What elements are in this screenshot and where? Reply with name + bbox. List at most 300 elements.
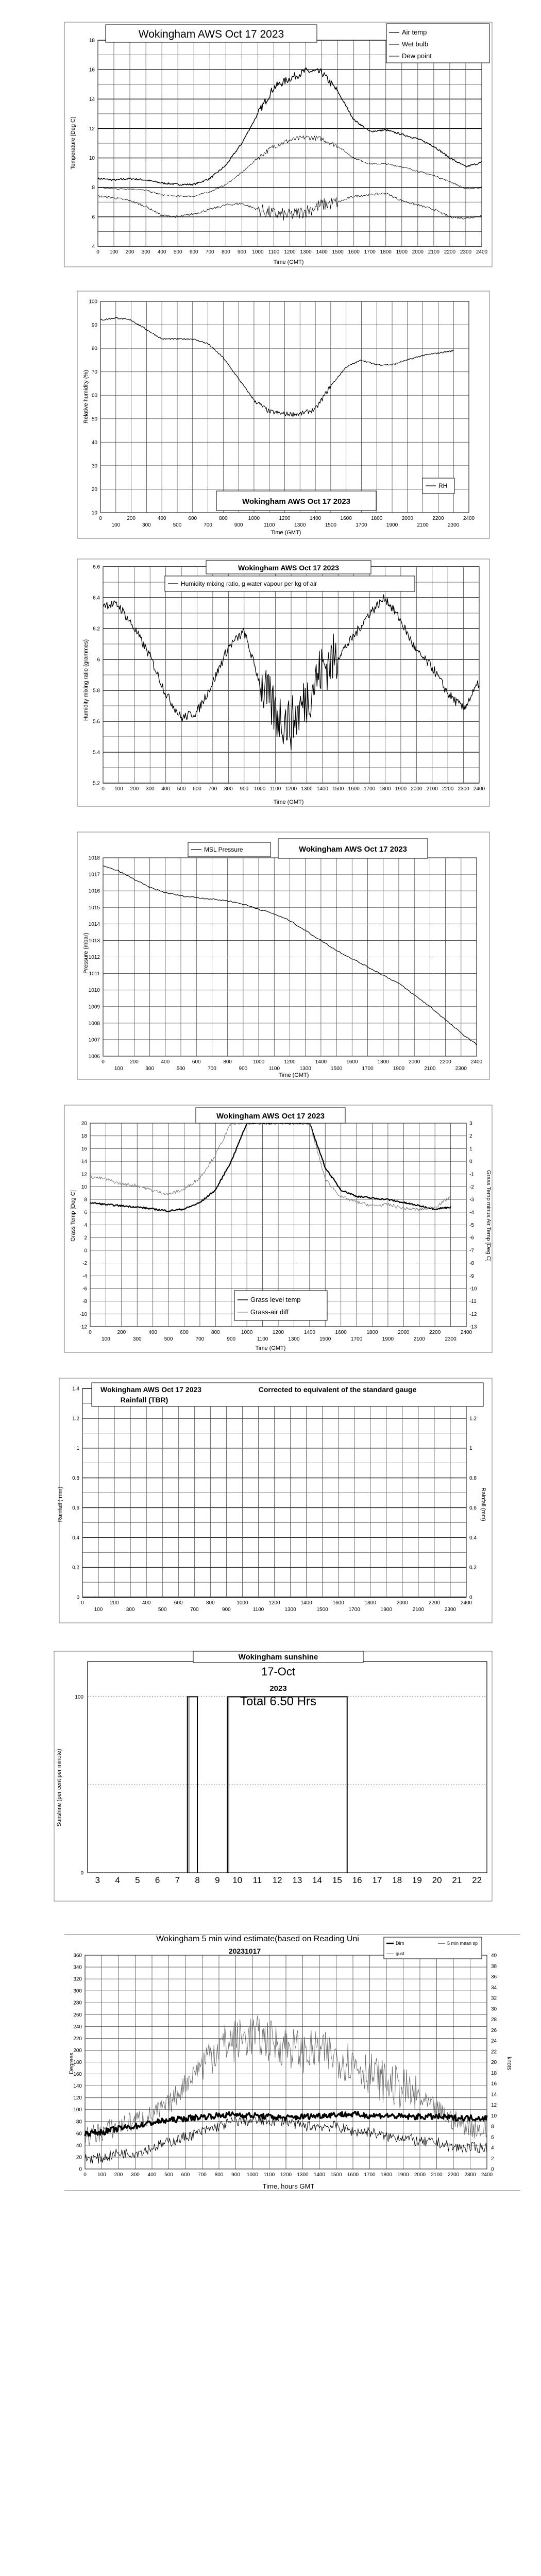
x-tick-label: 600 — [192, 1059, 201, 1065]
y-tick-label: 100 — [75, 1694, 83, 1700]
y-axis-label: Sunshine (per cent per minute) — [56, 1749, 62, 1827]
x-tick-label: 1300 — [301, 786, 313, 792]
x-tick-label: 2200 — [447, 2172, 460, 2178]
y-tick-label-right: 24 — [491, 2038, 497, 2044]
x-tick-label: 1500 — [331, 1066, 343, 1072]
x-tick-label: 500 — [177, 786, 186, 792]
y-tick-label: 40 — [91, 439, 97, 446]
y-tick-label-right: 1.2 — [469, 1416, 477, 1422]
y-tick-label-right: 38 — [491, 1963, 497, 1970]
y-tick-label: 10 — [81, 1184, 87, 1190]
y-tick-label: 200 — [73, 2047, 82, 2054]
y-tick-label-right: 30 — [491, 2006, 497, 2012]
x-tick-label: 100 — [109, 249, 119, 255]
legend-dew-point: Dew point — [402, 52, 432, 60]
y-tick-label: 1018 — [88, 855, 100, 861]
x-tick-label: 700 — [198, 2172, 207, 2178]
chart-subtitle: 20231017 — [228, 1947, 261, 1955]
x-tick-label: 1600 — [332, 1600, 344, 1606]
x-tick-label: 8 — [195, 1875, 200, 1885]
x-tick-label: 11 — [252, 1875, 262, 1885]
x-tick-label: 1400 — [316, 249, 328, 255]
y-ticks — [93, 565, 100, 787]
y-tick-label-right: -11 — [469, 1299, 477, 1305]
chart-title: Wokingham AWS Oct 17 2023 — [216, 1112, 325, 1121]
x-tick-label: 1100 — [263, 522, 275, 528]
y-tick-label: 16 — [89, 67, 95, 73]
y-tick-label: 8 — [84, 1197, 87, 1203]
y-tick-label: 20 — [81, 1121, 87, 1127]
y-axis-label: Grass Temp [Deg C] — [70, 1190, 76, 1242]
y-tick-label: 6.2 — [93, 626, 100, 632]
x-tick-label: 1700 — [362, 1066, 374, 1072]
y-tick-label: 5.8 — [93, 688, 100, 694]
x-tick-label: 500 — [173, 249, 182, 255]
y-tick-label-right: 12 — [491, 2103, 497, 2108]
x-tick-label: 1300 — [294, 522, 306, 528]
grid — [98, 40, 482, 246]
x-tick-label: 10 — [232, 1875, 243, 1885]
x-tick-label: 1200 — [279, 516, 291, 521]
x-tick-label: 900 — [239, 1066, 248, 1072]
y-tick-label: 6.4 — [93, 595, 100, 601]
y-tick-label: 14 — [89, 96, 95, 103]
x-tick-label: 7 — [175, 1875, 180, 1885]
y-tick-label: 1012 — [88, 955, 100, 960]
grass-temperature-chart — [0, 1103, 541, 1355]
x-tick-label: 1700 — [356, 522, 367, 528]
y-tick-label: 0.2 — [72, 1565, 79, 1571]
y-tick-label: 90 — [91, 323, 97, 329]
y-tick-label: 40 — [76, 2143, 82, 2149]
x-tick-label: 200 — [117, 1330, 126, 1335]
x-tick-label: 1600 — [340, 516, 352, 521]
y-tick-label: 360 — [73, 1953, 82, 1959]
x-tick-label: 1700 — [364, 249, 376, 255]
x-ticks — [102, 1059, 482, 1072]
y-tick-label: 0 — [76, 1595, 79, 1601]
x-tick-label: 1900 — [380, 1607, 392, 1613]
y-tick-label: 1013 — [88, 938, 100, 944]
y-tick-label: 5.2 — [93, 781, 100, 787]
chart-date: 17-Oct — [261, 1665, 296, 1678]
y-tick-label: 18 — [89, 38, 95, 44]
x-axis-label: Time (GMT) — [273, 259, 304, 265]
x-tick-label: 800 — [214, 2172, 224, 2178]
chart-title: Wokingham AWS Oct 17 2023 — [238, 564, 340, 572]
x-tick-label: 1500 — [316, 1607, 328, 1613]
y-tick-label-right: 0 — [469, 1595, 472, 1601]
x-tick-label: 100 — [97, 2172, 106, 2178]
y-tick-label-right: -9 — [469, 1273, 474, 1279]
y-tick-label: 12 — [81, 1172, 87, 1178]
x-tick-label: 1500 — [319, 1336, 331, 1342]
x-tick-label: 400 — [147, 2172, 157, 2178]
x-tick-label: 600 — [188, 516, 197, 521]
legend-rh: RH — [438, 482, 448, 489]
x-tick-label: 1100 — [257, 1336, 268, 1342]
y-tick-label: 70 — [91, 369, 97, 376]
grid — [82, 1388, 466, 1597]
x-tick-label: 700 — [204, 522, 212, 528]
y-tick-label: 1011 — [89, 971, 100, 977]
y-tick-label: 6.6 — [93, 564, 100, 570]
x-tick-label: 2000 — [414, 2172, 426, 2178]
x-tick-label: 700 — [190, 1607, 199, 1613]
x-tick-label: 700 — [208, 786, 217, 792]
y-tick-label: 5.6 — [93, 719, 100, 725]
y-tick-label: 80 — [76, 2119, 82, 2125]
x-tick-label: 2000 — [398, 1330, 410, 1335]
x-tick-label: 19 — [412, 1875, 422, 1885]
x-tick-label: 2400 — [470, 1059, 483, 1065]
y-tick-label-right: 0 — [491, 2166, 494, 2173]
chart-title: Wokingham sunshine — [238, 1653, 318, 1662]
legend-msl-pressure: MSL Pressure — [204, 846, 243, 853]
wind-chart — [0, 1927, 541, 2195]
y-ticks — [89, 299, 97, 516]
x-tick-label: 1000 — [236, 1600, 248, 1606]
x-tick-label: 300 — [126, 1607, 135, 1613]
x-tick-label: 2000 — [401, 516, 413, 521]
x-tick-label: 100 — [114, 786, 123, 792]
legend — [165, 576, 415, 591]
x-tick-label: 0 — [102, 1059, 105, 1065]
grid — [103, 858, 477, 1056]
mixing-ratio-chart — [0, 556, 541, 809]
x-tick-label: 1100 — [263, 2172, 275, 2178]
x-tick-label: 400 — [161, 1059, 170, 1065]
x-tick-label: 2300 — [444, 1607, 457, 1613]
x-tick-label: 2200 — [439, 1059, 451, 1065]
x-axis-label: Time, hours GMT — [262, 2182, 315, 2190]
x-tick-label: 1200 — [284, 1059, 296, 1065]
x-tick-label: 14 — [312, 1875, 323, 1885]
x-tick-label: 900 — [231, 2172, 240, 2178]
y-tick-label-right: -5 — [469, 1223, 474, 1228]
grid — [100, 301, 469, 513]
legend-grass-air-diff: Grass-air diff — [250, 1308, 289, 1316]
x-ticks — [96, 249, 487, 255]
x-ticks — [102, 786, 485, 792]
legend-dirn: Dirn — [396, 1941, 404, 1946]
chart-title: Wokingham 5 min wind estimate(based on Reading Uni — [156, 1935, 359, 1943]
x-tick-label: 400 — [161, 786, 171, 792]
legend — [384, 1937, 482, 1959]
y-tick-label: 120 — [73, 2095, 82, 2102]
y-tick-label: 240 — [73, 2024, 82, 2030]
legend-mixing-ratio: Humidity mixing ratio, g water vapour per kg of air — [181, 580, 317, 587]
legend-box — [234, 1291, 327, 1320]
x-tick-label: 1600 — [348, 786, 360, 792]
sunshine-chart — [0, 1649, 541, 1906]
x-tick-label: 1900 — [393, 1066, 405, 1072]
y-ticks — [89, 856, 100, 1060]
x-tick-label: 1300 — [284, 1607, 296, 1613]
x-tick-label: 200 — [130, 1059, 139, 1065]
y-axis-label-right: Rainfall (mm) — [480, 1487, 486, 1521]
x-tick-label: 1200 — [272, 1330, 284, 1335]
chart-note: Corrected to equivalent of the standard gauge — [258, 1385, 417, 1394]
y-tick-label: 0.8 — [72, 1476, 79, 1482]
y-tick-label: 1014 — [88, 921, 100, 927]
x-tick-label: 700 — [195, 1336, 205, 1342]
x-tick-label: 800 — [211, 1330, 220, 1335]
x-tick-label: 1300 — [299, 1066, 311, 1072]
x-tick-label: 1100 — [268, 249, 280, 255]
y-ticks — [75, 1694, 83, 1876]
x-tick-label: 1700 — [363, 786, 376, 792]
y-tick-label: 60 — [91, 393, 97, 399]
y-tick-label: 6 — [97, 657, 100, 663]
x-tick-label: 1400 — [316, 786, 328, 792]
y-tick-label: 2 — [84, 1235, 87, 1241]
x-tick-label: 1500 — [332, 249, 344, 255]
x-tick-label: 0 — [83, 2172, 87, 2178]
y-tick-label-right: -6 — [469, 1235, 474, 1241]
x-tick-label: 300 — [141, 249, 150, 255]
y-tick-label: 220 — [73, 2036, 82, 2042]
x-tick-label: 2000 — [396, 1600, 408, 1606]
x-tick-label: 1000 — [241, 1330, 253, 1335]
x-tick-label: 2100 — [428, 249, 439, 255]
y-tick-label: -6 — [82, 1286, 87, 1292]
y-tick-label-right: 10 — [491, 2113, 497, 2119]
y-tick-label: -2 — [82, 1261, 87, 1267]
y-tick-label-right: 1 — [469, 1146, 472, 1152]
x-tick-label: 2400 — [473, 786, 485, 792]
x-tick-label: 1200 — [268, 1600, 280, 1606]
x-tick-label: 400 — [148, 1330, 158, 1335]
y-tick-label: 0 — [84, 1248, 87, 1254]
x-tick-label: 2200 — [444, 249, 456, 255]
x-tick-label: 800 — [218, 516, 228, 521]
y-tick-label: 300 — [73, 1988, 82, 1994]
y-tick-label: 20 — [91, 486, 97, 493]
x-tick-label: 9 — [215, 1875, 220, 1885]
x-tick-label: 2300 — [458, 786, 469, 792]
x-tick-label: 400 — [157, 249, 166, 255]
y-tick-label-right: 32 — [491, 1995, 497, 2002]
x-tick-label: 2300 — [448, 522, 460, 528]
x-tick-label: 900 — [222, 1607, 231, 1613]
y-tick-label-right: 4 — [491, 2145, 494, 2151]
grid — [85, 1955, 487, 2169]
x-tick-label: 1800 — [371, 516, 383, 521]
y-tick-label: 5.4 — [93, 750, 100, 756]
x-tick-label: 1200 — [284, 249, 296, 255]
x-tick-label: 200 — [110, 1600, 119, 1606]
x-tick-label: 2400 — [481, 2172, 493, 2178]
x-tick-label: 400 — [157, 516, 166, 521]
x-tick-label: 2100 — [424, 1066, 436, 1072]
x-tick-label: 500 — [176, 1066, 185, 1072]
y-tick-label-right: 28 — [491, 2017, 497, 2023]
y-tick-label: -4 — [82, 1273, 87, 1279]
chart-title: Wokingham AWS Oct 17 2023 — [242, 497, 351, 506]
y-tick-label-right: 0 — [469, 1159, 472, 1165]
y-tick-label-right: 20 — [491, 2060, 497, 2065]
x-tick-label: 2300 — [464, 2172, 476, 2178]
x-tick-label: 1800 — [364, 1600, 376, 1606]
x-tick-label: 0 — [99, 516, 102, 521]
x-tick-label: 500 — [158, 1607, 167, 1613]
x-tick-label: 12 — [272, 1875, 282, 1885]
x-tick-label: 1000 — [248, 516, 260, 521]
x-tick-label: 1500 — [332, 786, 344, 792]
x-tick-label: 1400 — [313, 2172, 326, 2178]
legend-air-temp: Air temp — [402, 28, 427, 36]
y-tick-label-right: 0.2 — [469, 1565, 477, 1571]
x-tick-label: 15 — [332, 1875, 342, 1885]
y-ticks — [89, 38, 95, 250]
y-axis-label: Rainfall ( mm) — [57, 1486, 63, 1522]
x-tick-label: 2400 — [463, 516, 475, 521]
x-tick-label: 0 — [102, 786, 105, 792]
y-tick-label-right: 0.6 — [469, 1505, 477, 1511]
chart-title: Wokingham AWS Oct 17 2023 — [100, 1385, 202, 1394]
y-tick-label-right: 26 — [491, 2027, 497, 2033]
x-tick-label: 300 — [145, 786, 155, 792]
y-tick-label-right: 0.4 — [469, 1535, 477, 1541]
y-tick-label: 340 — [73, 1964, 82, 1971]
x-tick-label: 200 — [130, 786, 139, 792]
x-tick-label: 400 — [142, 1600, 151, 1606]
x-tick-label: 2100 — [413, 1336, 425, 1342]
x-tick-label: 100 — [114, 1066, 123, 1072]
x-tick-label: 1800 — [366, 1330, 378, 1335]
chart-year: 2023 — [269, 1684, 287, 1693]
x-tick-label: 100 — [102, 1336, 110, 1342]
x-axis-label: Time (GMT) — [278, 1072, 309, 1078]
y-tick-label-right: 22 — [491, 2049, 497, 2055]
x-tick-label: 600 — [189, 249, 198, 255]
y-axis-label-right: Grass Temp minus Air Temp [Deg C] — [485, 1170, 492, 1262]
x-tick-label: 2100 — [431, 2172, 443, 2178]
x-tick-label: 1000 — [252, 1059, 265, 1065]
x-ticks — [95, 1875, 482, 1885]
x-tick-label: 500 — [173, 522, 182, 528]
x-tick-label: 1100 — [268, 1066, 280, 1072]
x-tick-label: 800 — [224, 786, 233, 792]
x-tick-label: 6 — [155, 1875, 160, 1885]
y-tick-label: 60 — [76, 2131, 82, 2137]
y-tick-label-right: 6 — [491, 2134, 494, 2141]
y-tick-label: 100 — [73, 2107, 82, 2113]
x-tick-label: 600 — [181, 2172, 190, 2178]
y-tick-label-right: 16 — [491, 2081, 497, 2087]
y-tick-label: 0.4 — [72, 1535, 79, 1541]
x-tick-label: 2200 — [428, 1600, 441, 1606]
x-axis-label: Time (GMT) — [270, 530, 301, 536]
y-tick-label-right: -13 — [469, 1324, 477, 1330]
x-tick-label: 18 — [392, 1875, 402, 1885]
y-tick-label: 0.6 — [72, 1505, 79, 1511]
x-tick-label: 300 — [142, 522, 151, 528]
x-tick-label: 600 — [174, 1600, 183, 1606]
temperature-chart — [0, 20, 541, 272]
x-tick-label: 17 — [372, 1875, 382, 1885]
y-tick-label: 1.4 — [72, 1386, 79, 1392]
y-tick-label-right: -12 — [469, 1311, 477, 1317]
y-tick-label: -8 — [82, 1299, 87, 1305]
x-tick-label: 1000 — [252, 249, 264, 255]
legend — [234, 1291, 327, 1320]
x-tick-label: 2200 — [432, 516, 444, 521]
y-tick-label-right: 8 — [491, 2124, 494, 2130]
x-tick-label: 1300 — [288, 1336, 300, 1342]
chart-subtitle: Rainfall (TBR) — [120, 1396, 168, 1404]
x-tick-label: 2300 — [455, 1066, 467, 1072]
y-tick-label-right: 40 — [491, 1953, 497, 1959]
x-tick-label: 1300 — [297, 2172, 309, 2178]
x-tick-label: 1900 — [397, 2172, 409, 2178]
x-tick-label: 1300 — [300, 249, 312, 255]
x-tick-label: 2300 — [445, 1336, 457, 1342]
x-tick-label: 200 — [114, 2172, 123, 2178]
y-tick-label: 18 — [81, 1133, 87, 1140]
grid — [103, 567, 479, 783]
x-tick-label: 1900 — [382, 1336, 394, 1342]
y-axis-label: Degrees — [69, 2053, 75, 2074]
y-tick-label: 160 — [73, 2072, 82, 2078]
x-tick-label: 500 — [164, 2172, 173, 2178]
y-tick-label: 1016 — [88, 888, 100, 894]
x-tick-label: 100 — [111, 522, 121, 528]
y-axis-label: Humidity mixing ratio (grammes) — [83, 639, 89, 721]
y-tick-label: -12 — [79, 1324, 87, 1330]
y-tick-label: 280 — [73, 2000, 82, 2006]
y-tick-label-right: 18 — [491, 2070, 497, 2076]
x-tick-label: 1100 — [269, 786, 281, 792]
plot-area — [88, 1662, 487, 1873]
x-tick-label: 1100 — [252, 1607, 264, 1613]
x-tick-label: 1800 — [380, 2172, 393, 2178]
y-tick-label: 1017 — [88, 872, 100, 878]
x-tick-label: 900 — [234, 522, 243, 528]
y-tick-label-right: -1 — [469, 1172, 474, 1178]
x-tick-label: 2300 — [460, 249, 472, 255]
x-ticks — [89, 1330, 472, 1342]
x-tick-label: 2000 — [409, 1059, 420, 1065]
pressure-chart — [0, 829, 541, 1082]
y-tick-label: 260 — [73, 2012, 82, 2018]
x-tick-label: 1900 — [386, 522, 398, 528]
x-tick-label: 1200 — [285, 786, 297, 792]
y-tick-label: 1008 — [88, 1021, 100, 1027]
x-tick-label: 500 — [164, 1336, 173, 1342]
y-tick-label: 12 — [89, 126, 95, 132]
x-tick-label: 13 — [292, 1875, 302, 1885]
x-tick-label: 600 — [180, 1330, 189, 1335]
x-tick-label: 1700 — [348, 1607, 360, 1613]
y-tick-label: 1006 — [88, 1054, 100, 1060]
y-tick-label: 20 — [76, 2155, 82, 2161]
x-tick-label: 22 — [472, 1875, 482, 1885]
x-tick-label: 1400 — [315, 1059, 327, 1065]
relative-humidity-chart — [0, 289, 541, 541]
x-tick-label: 1200 — [280, 2172, 292, 2178]
x-tick-label: 1800 — [377, 1059, 389, 1065]
x-tick-label: 1900 — [395, 786, 407, 792]
y-axis-label: Pressure (mbar) — [83, 933, 89, 974]
legend-mean-speed: 5 min mean sp — [447, 1941, 478, 1946]
y-tick-label-right: -3 — [469, 1197, 474, 1203]
legend-wet-bulb: Wet bulb — [402, 40, 429, 48]
y-tick-label: -10 — [79, 1311, 87, 1317]
y-tick-label: 4 — [84, 1223, 87, 1228]
x-ticks — [83, 2172, 493, 2178]
